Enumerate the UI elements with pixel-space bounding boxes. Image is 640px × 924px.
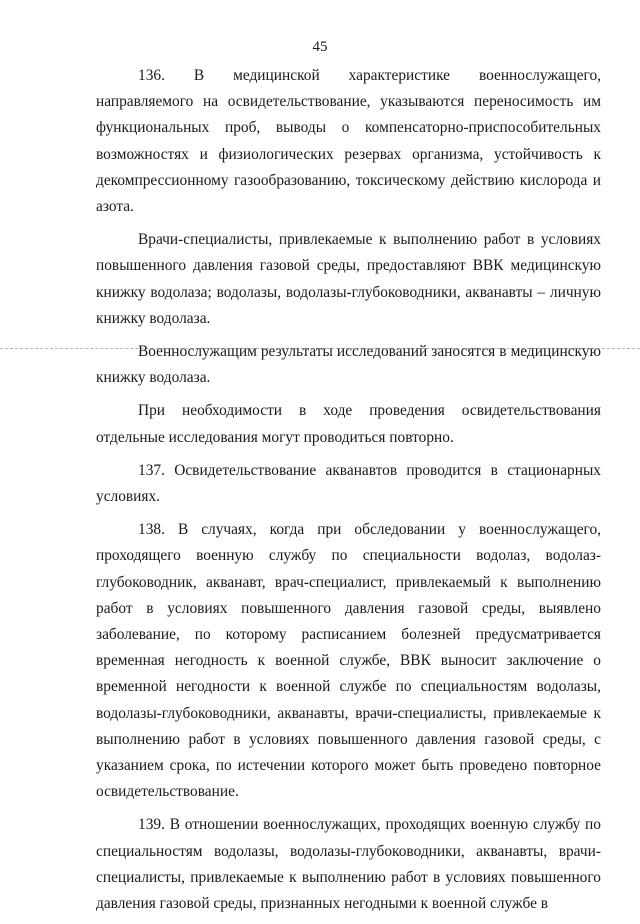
- paragraph-repeat-tests: При необходимости в ходе проведения освидетельствования отдельные исследования могут проводиться повторно.: [96, 402, 601, 446]
- page-number: 45: [312, 39, 328, 55]
- paragraph-doctors-books: Врачи-специалисты, привлекаемые к выполнению работ в условиях повышенного давления газовой среды, предоставляют ВВК медицинскую книжку водолаза; водолазы, водолазы-глубоководники, акванавты – личную книжку водолаза.: [96, 231, 601, 327]
- paragraph-results-entry: Военнослужащим результаты исследований заносятся в медицинскую книжку водолаза.: [96, 343, 601, 387]
- paragraph-137: 137. Освидетельствование акванавтов проводится в стационарных условиях.: [96, 461, 601, 506]
- paragraph-139: 139. В отношении военнослужащих, проходящих военную службу по специальностям водолазы, водолазы-глубоководники, акванавты, врачи-специалисты, привлекаемые к выполнению работ в условиях повышенного давления газовой среды, признанных негодными к военной службе в: [96, 816, 601, 913]
- paragraph-136: 136. В медицинской характеристике военнослужащего, направляемого на освидетельствование, указываются переносимость им функциональных проб, выводы о компенсаторно-приспособительных возможностях и физиологических резервах организма, устойчивость к декомпрессионному газообразованию, токсическому действию кислорода и азота.: [96, 67, 601, 216]
- document-body: [96, 63, 601, 924]
- paragraph-138: 138. В случаях, когда при обследовании у военнослужащего, проходящего военную службу по специальности водолаз, водолаз-глубоководник, акванавт, врач-специалист, привлекаемый к выполнению работ в условиях повышенного давления газовой среды, выявлено заболевание, по которому расписанием болезней предусматривается временная негодность к военной службе, ВВК выносит заключение о временной негодности к военной службе по специальностям водолазы, водолазы-глубоководники, акванавты, врачи-специалисты, привлекаемые к выполнению работ в условиях повышенного давления газовой среды, с указанием срока, по истечении которого может быть проведено повторное освидетельствование.: [96, 521, 601, 801]
